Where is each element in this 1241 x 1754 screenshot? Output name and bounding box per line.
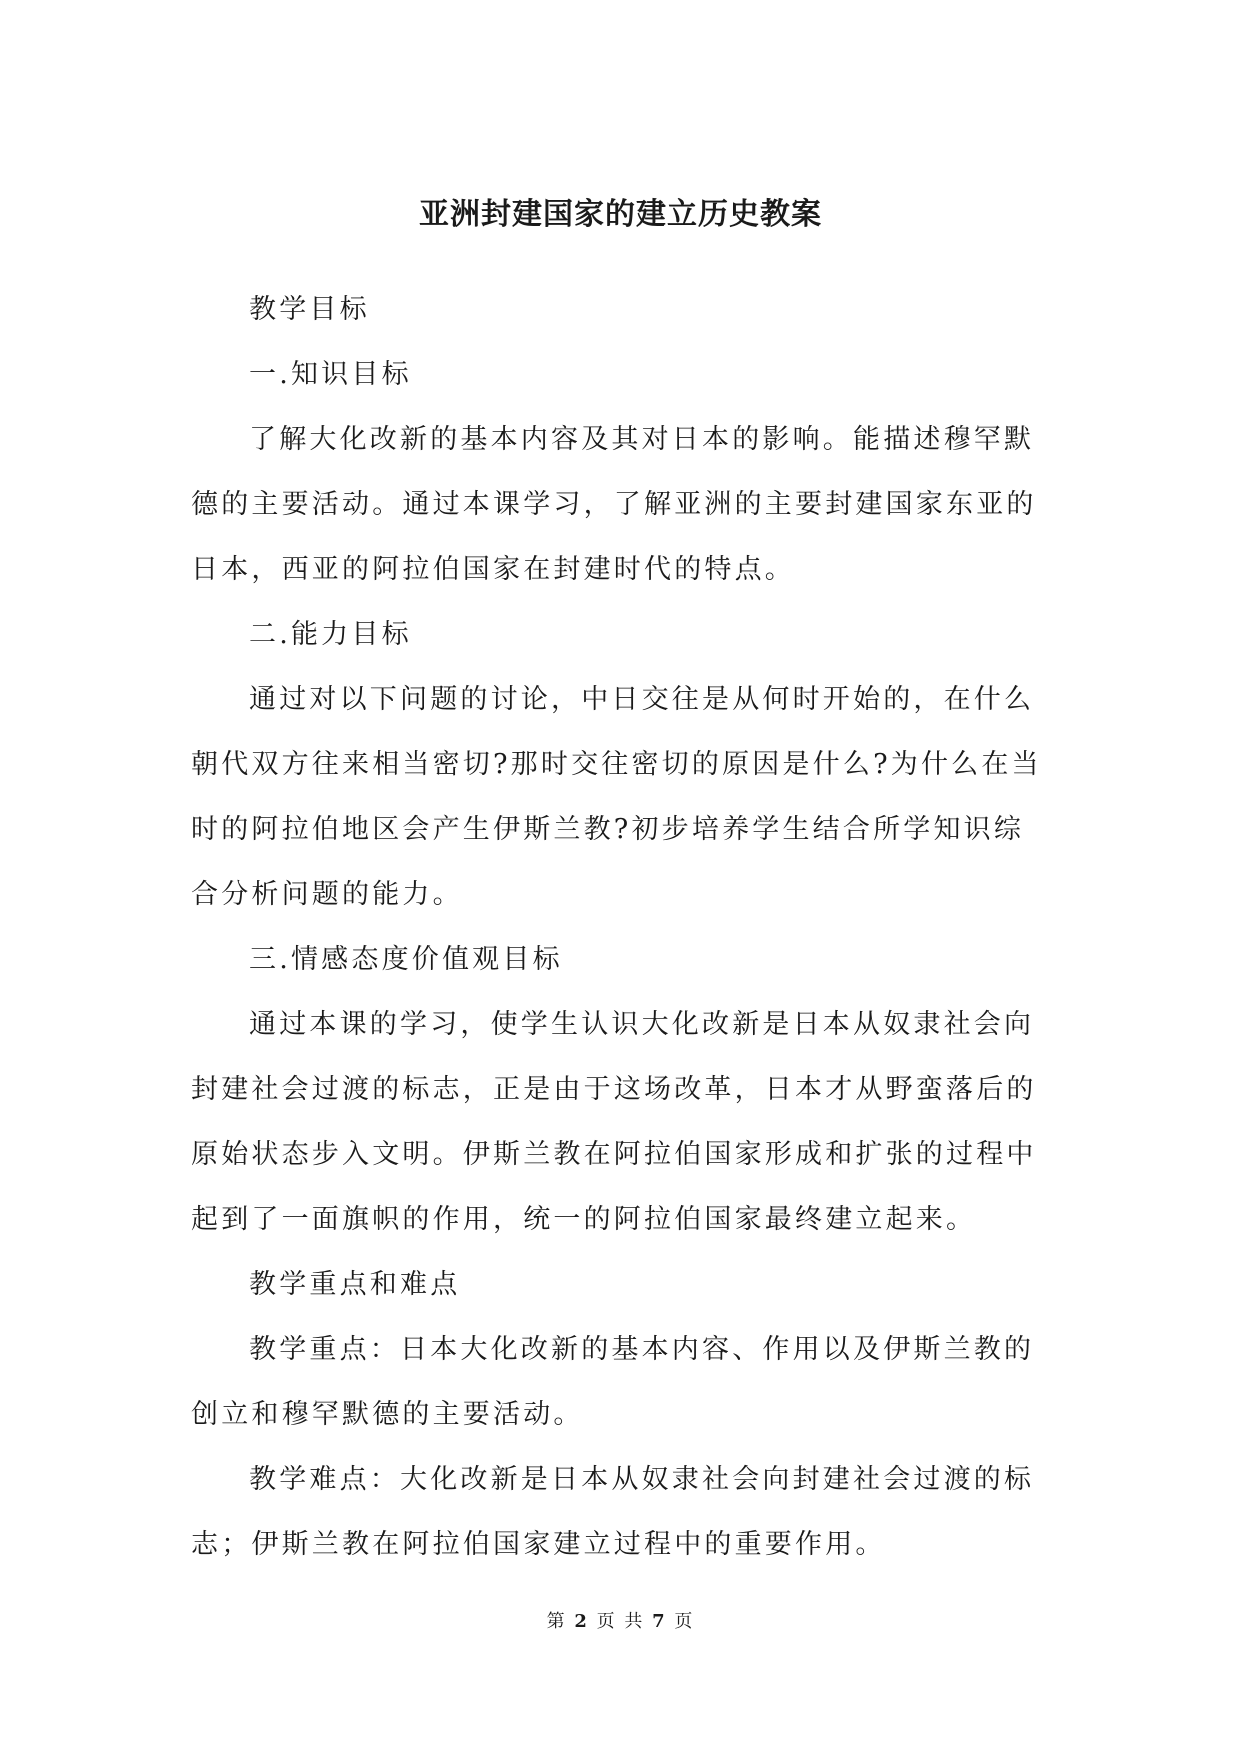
paragraph-key-points: 教学重点：日本大化改新的基本内容、作用以及伊斯兰教的创立和穆罕默德的主要活动。 [191, 1334, 1035, 1430]
footer-current-page: 2 [574, 1611, 589, 1632]
heading-emotion-goals: 三.情感态度价值观目标 [249, 944, 563, 975]
footer-prefix: 第 [546, 1611, 567, 1632]
heading-ability-goals: 二.能力目标 [249, 619, 412, 650]
paragraph-difficult-points: 教学难点：大化改新是日本从奴隶社会向封建社会过渡的标志；伊斯兰教在阿拉伯国家建立过程中的重要作用。 [191, 1464, 1035, 1560]
paragraph-ability-goals: 通过对以下问题的讨论，中日交往是从何时开始的，在什么朝代双方往来相当密切?那时交往密切的原因是什么?为什么在当时的阿拉伯地区会产生伊斯兰教?初步培养学生结合所学知识综合分析问题的能力。 [191, 684, 1042, 910]
page-footer [0, 1607, 1241, 1637]
footer-suffix: 页 [674, 1611, 695, 1632]
document-body [191, 277, 1051, 1577]
heading-key-points: 教学重点和难点 [249, 1269, 461, 1300]
document-title: 亚洲封建国家的建立历史教案 [419, 197, 822, 232]
footer-total-pages: 7 [652, 1611, 667, 1632]
paragraph-emotion-goals: 通过本课的学习，使学生认识大化改新是日本从奴隶社会向封建社会过渡的标志，正是由于这场改革，日本才从野蛮落后的原始状态步入文明。伊斯兰教在阿拉伯国家形成和扩张的过程中起到了一面旗帜的作用，统一的阿拉伯国家最终建立起来。 [191, 1009, 1037, 1235]
paragraph-knowledge-goals: 了解大化改新的基本内容及其对日本的影响。能描述穆罕默德的主要活动。通过本课学习，了解亚洲的主要封建国家东亚的日本，西亚的阿拉伯国家在封建时代的特点。 [191, 424, 1037, 585]
heading-teaching-goals: 教学目标 [249, 294, 370, 325]
footer-middle: 页 共 [596, 1611, 645, 1632]
heading-knowledge-goals: 一.知识目标 [249, 359, 412, 390]
